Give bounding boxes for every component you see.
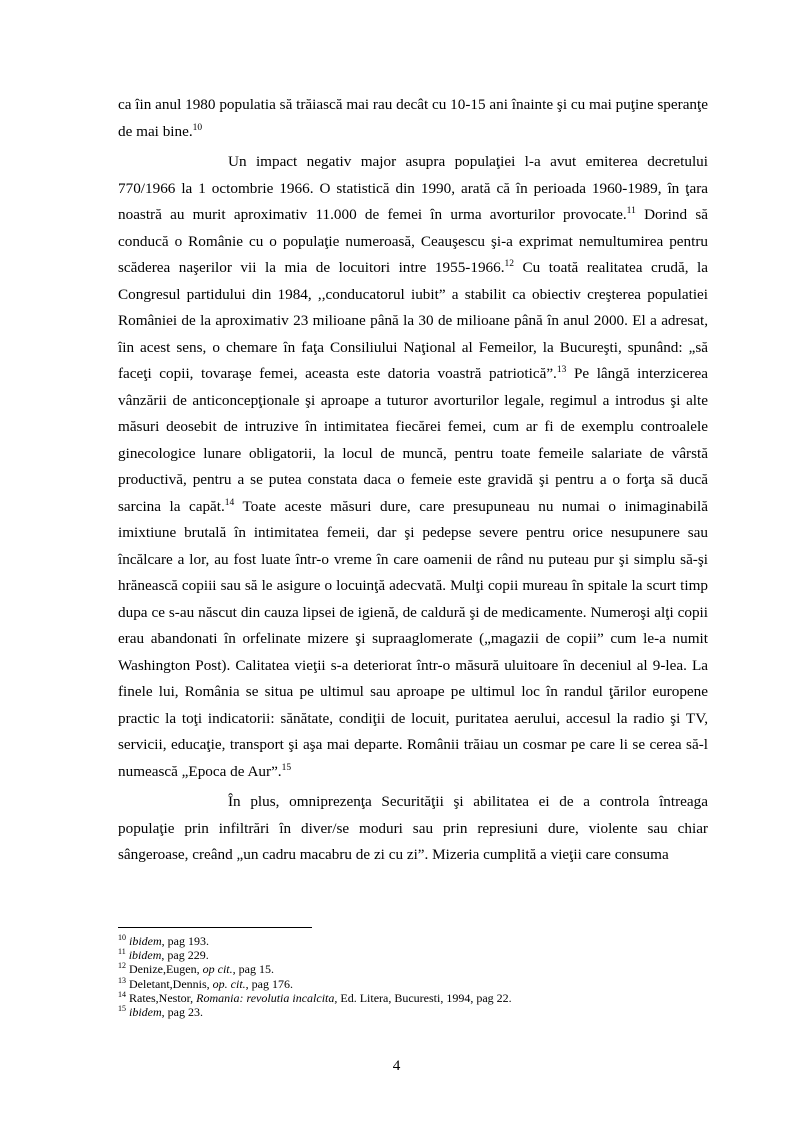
footnote-text: , pag 23. xyxy=(161,1005,203,1020)
footnote-item xyxy=(118,977,708,991)
footnote-number: 14 xyxy=(118,989,126,999)
footnote-ref[interactable]: 11 xyxy=(626,205,636,216)
footnote-text: Rates,Nestor, xyxy=(129,990,197,1005)
footnote-italic: Romania: revolutia incalcita, xyxy=(196,990,338,1005)
footnote-italic: op cit., xyxy=(202,962,236,977)
footnote-ref[interactable]: 12 xyxy=(504,258,515,269)
page-body xyxy=(118,92,708,869)
footnote-ref[interactable]: 10 xyxy=(192,122,203,133)
paragraph-text: Cu toată realitatea crudă, la Congresul partidului din 1984, ,,conducatorul iubit” a stabilit ca obiectiv creşterea populatiei României de la aproximativ 23 milioane până la 30 de milioane până în anul 2000. El a adresat, îin acest sens, o chemare în faţa Consiliului Naţional al Femeilor, la Bucureşti, spunând: „să faceţi copii, tovaraşe femei, aceasta este datoria voastră patriotică”. xyxy=(118,259,708,382)
footnote-ref[interactable]: 15 xyxy=(281,762,292,773)
footnote-text: Deletant,Dennis, xyxy=(129,976,213,991)
footnote-item xyxy=(118,934,708,948)
paragraph-text: În plus, omniprezenţa Securităţii şi abilitatea ei de a controla întreaga populaţie prin infiltrări în diver/se moduri sau prin represiuni dure, violente sau chiar sângeroase, creând „un cadru macabru de zi cu zi”. Mizeria cumplită a vieţii care consuma xyxy=(118,793,708,863)
footnote-italic: ibidem xyxy=(129,934,162,948)
footnotes xyxy=(118,934,708,1019)
paragraph-text: Un impact negativ major asupra populaţiei l-a avut emiterea decretului 770/1966 la 1 octombrie 1966. O statistică din 1990, arată că în perioada 1960-1989, în ţara noastră au murit aproximativ 11.000 de femei în urma avorturilor provocate. xyxy=(118,153,708,223)
footnote-item xyxy=(118,962,708,976)
footnote-number: 11 xyxy=(118,947,126,957)
footnote-text: , pag 193. xyxy=(161,934,209,948)
footnote-number: 10 xyxy=(118,933,126,942)
footnote-item xyxy=(118,1005,708,1019)
footnote-text: , pag 229. xyxy=(161,948,209,963)
page-number: 4 xyxy=(392,1057,401,1074)
paragraph-text: Dorind să conducă o Românie cu o populaţie numeroasă, Ceauşescu şi-a exprimat nemultumirea pentru scăderea naşerilor vii la mia de locuitori intre 1955-1966. xyxy=(118,206,708,276)
paragraph-3 xyxy=(118,789,708,869)
footnote-italic: ibidem xyxy=(129,1005,162,1020)
paragraph-text: Pe lângă interzicerea vânzării de anticoncepţionale şi aproape a tuturor avorturilor legale, regimul a introdus şi alte măsuri deosebit de intruzive în intimitatea fiecărei femei, cum ar fi de exemplu controalele ginecologice lunare obligatorii, la locul de muncă, pentru toate femeile salariate de vârstă productivă, pentru a se putea constata daca o femeie este gravidă şi pentru a o forţa să ducă sarcina la capăt. xyxy=(118,365,708,515)
footnote-italic: op. cit. xyxy=(212,976,246,991)
footnote-item xyxy=(118,948,708,962)
paragraph-text: ca îin anul 1980 populatia să trăiască mai rau decât cu 10-15 ani înainte şi cu mai puţine speranţe de mai bine. xyxy=(118,96,708,140)
footnote-ref[interactable]: 13 xyxy=(556,364,567,375)
paragraph-1 xyxy=(118,92,708,145)
footnote-text: Denize,Eugen, xyxy=(129,962,203,977)
paragraph-text: Toate aceste măsuri dure, care presupuneau nu numai o inimaginabilă imixtiune brutală în intimitatea femeii, dar şi pedepse severe pentru orice nesupunere sau încălcare a lor, au fost luate într-o vreme în care oamenii de rând nu puteau pur şi simplu să-şi hrănească copiii sau să le asigure o locuinţă adecvată. Mulţi copii mureau în spitale la scurt timp dupa ce s-au născut din cauza lipsei de igienă, de caldură şi de medicamente. Numeroşi alţi copii erau abandonati în orfelinate mizere şi supraaglomerate („magazii de copii” cum le-a numit Washington Post). Calitatea vieţii s-a deteriorat într-o măsură uluitoare în deceniul al 9-lea. La finele lui, România se situa pe ultimul sau aproape pe ultimul loc în randul ţărilor europene practic la toţi indicatorii: sănătate, condiţii de locuit, puritatea aerului, accesul la radio şi TV, servicii, educaţie, transport şi aşa mai departe. Românii trăiau un cosmar pe care li se cerea să-l numească „Epoca de Aur”. xyxy=(118,497,708,780)
footnote-text: pag 15. xyxy=(235,962,274,977)
footnote-ref[interactable]: 14 xyxy=(224,497,235,508)
footnote-item xyxy=(118,991,708,1005)
footnote-number: 12 xyxy=(118,961,126,971)
footnote-separator xyxy=(118,927,312,928)
footnote-text: , pag 176. xyxy=(245,976,293,991)
footnote-number: 13 xyxy=(118,975,126,985)
paragraph-2 xyxy=(118,149,708,785)
footnote-italic: ibidem xyxy=(128,948,162,963)
footnote-number: 15 xyxy=(118,1004,126,1014)
footnote-text: Ed. Litera, Bucuresti, 1994, pag 22. xyxy=(337,990,512,1005)
